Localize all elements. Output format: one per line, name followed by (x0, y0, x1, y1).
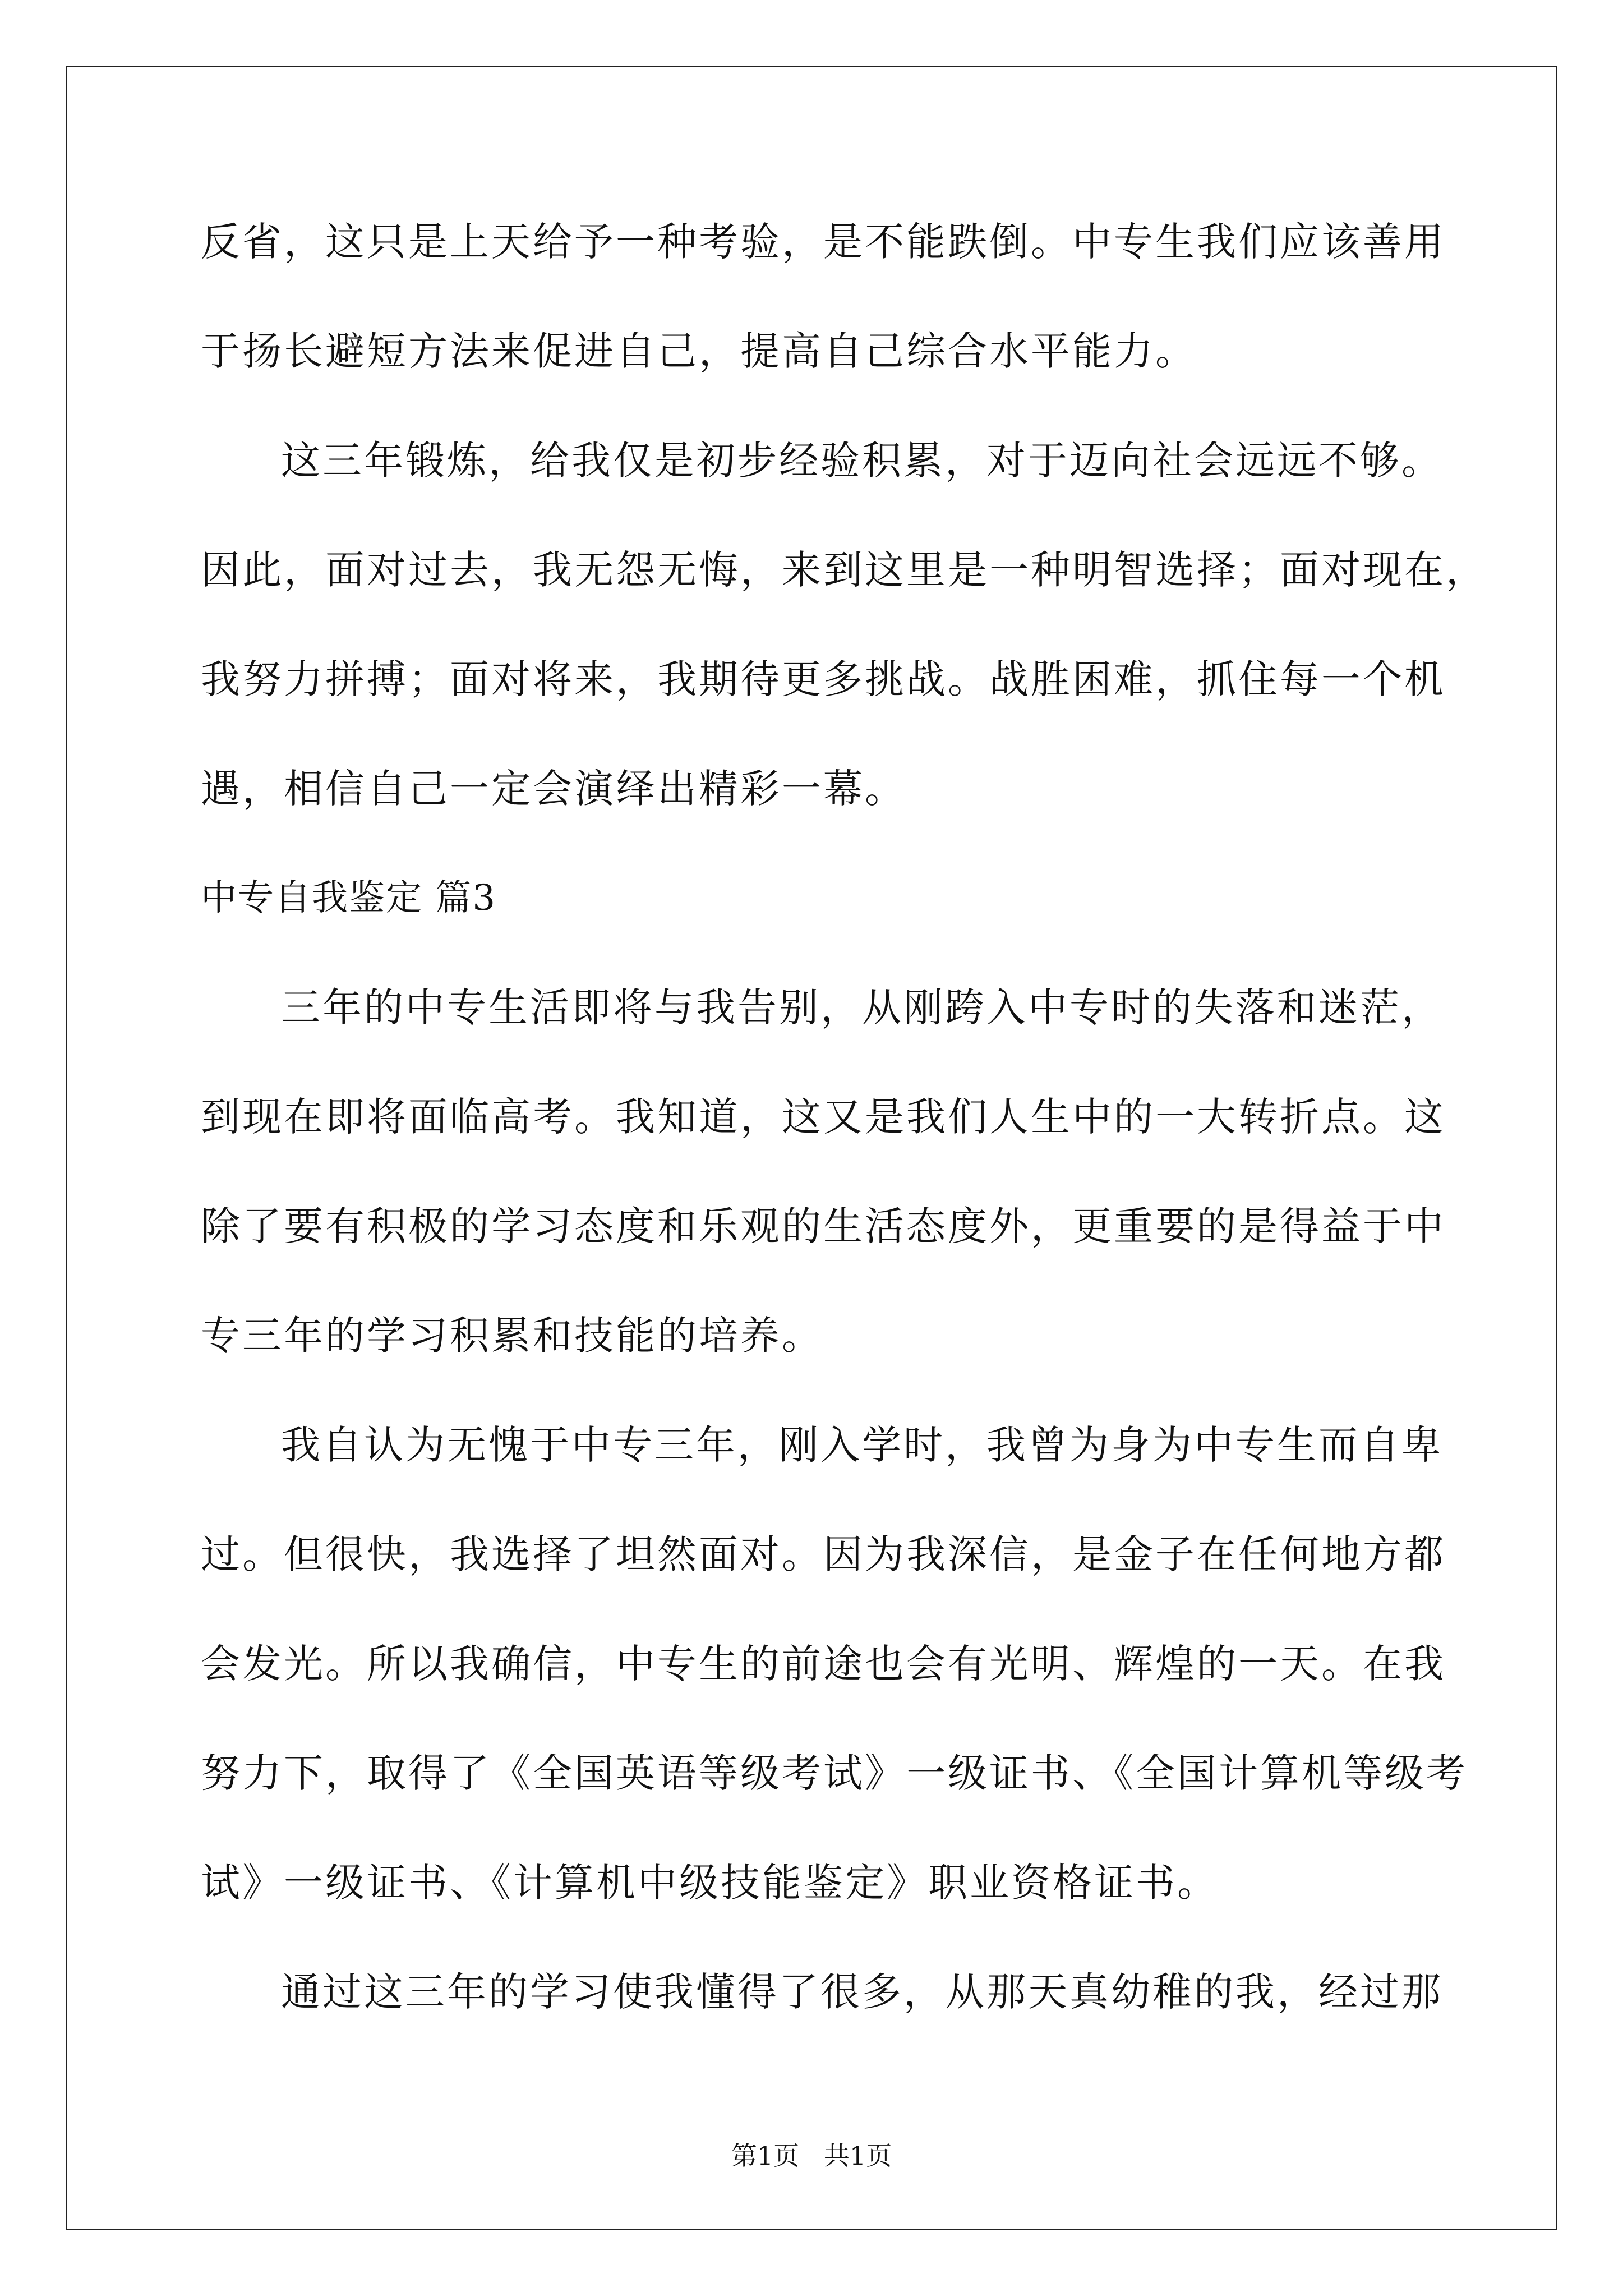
text-line: 专三年的学习积累和技能的培养。 (201, 1313, 823, 1359)
page-footer: 第1页 共1页 (731, 2141, 892, 2171)
paragraph-start-line: 这三年锻炼，给我仅是初步经验积累，对于迈向社会远远不够。 (281, 438, 1443, 484)
text-line: 因此，面对过去，我无怨无悔，来到这里是一种明智选择；面对现在， (201, 547, 1487, 593)
text-line: 于扬长避短方法来促进自己，提高自己综合水平能力。 (201, 328, 1197, 374)
text-line: 过。但很快，我选择了坦然面对。因为我深信，是金子在任何地方都 (201, 1531, 1446, 1577)
paragraph-start-line: 三年的中专生活即将与我告别，从刚跨入中专时的失落和迷茫， (281, 984, 1443, 1030)
text-line: 除了要有积极的学习态度和乐观的生活态度外，更重要的是得益于中 (201, 1203, 1446, 1249)
text-line: 试》一级证书、《计算机中级技能鉴定》职业资格证书。 (201, 1860, 1219, 1906)
text-line: 到现在即将面临高考。我知道，这又是我们人生中的一大转折点。这 (201, 1094, 1446, 1140)
paragraph-start-line: 通过这三年的学习使我懂得了很多，从那天真幼稚的我，经过那 (281, 1969, 1443, 2015)
paragraph-start-line: 我自认为无愧于中专三年，刚入学时，我曾为身为中专生而自卑 (281, 1422, 1443, 1468)
text-line: 会发光。所以我确信，中专生的前途也会有光明、辉煌的一天。在我 (201, 1641, 1446, 1687)
text-line: 努力下，取得了《全国英语等级考试》一级证书、《全国计算机等级考 (201, 1750, 1468, 1796)
text-line: 我努力拼搏；面对将来，我期待更多挑战。战胜困难，抓住每一个机 (201, 656, 1446, 702)
document-body (201, 219, 1487, 2015)
text-line: 遇，相信自己一定会演绎出精彩一幕。 (201, 766, 906, 812)
text-line: 反省，这只是上天给予一种考验，是不能跌倒。中专生我们应该善用 (201, 219, 1446, 265)
section-heading: 中专自我鉴定 篇3 (201, 877, 497, 919)
